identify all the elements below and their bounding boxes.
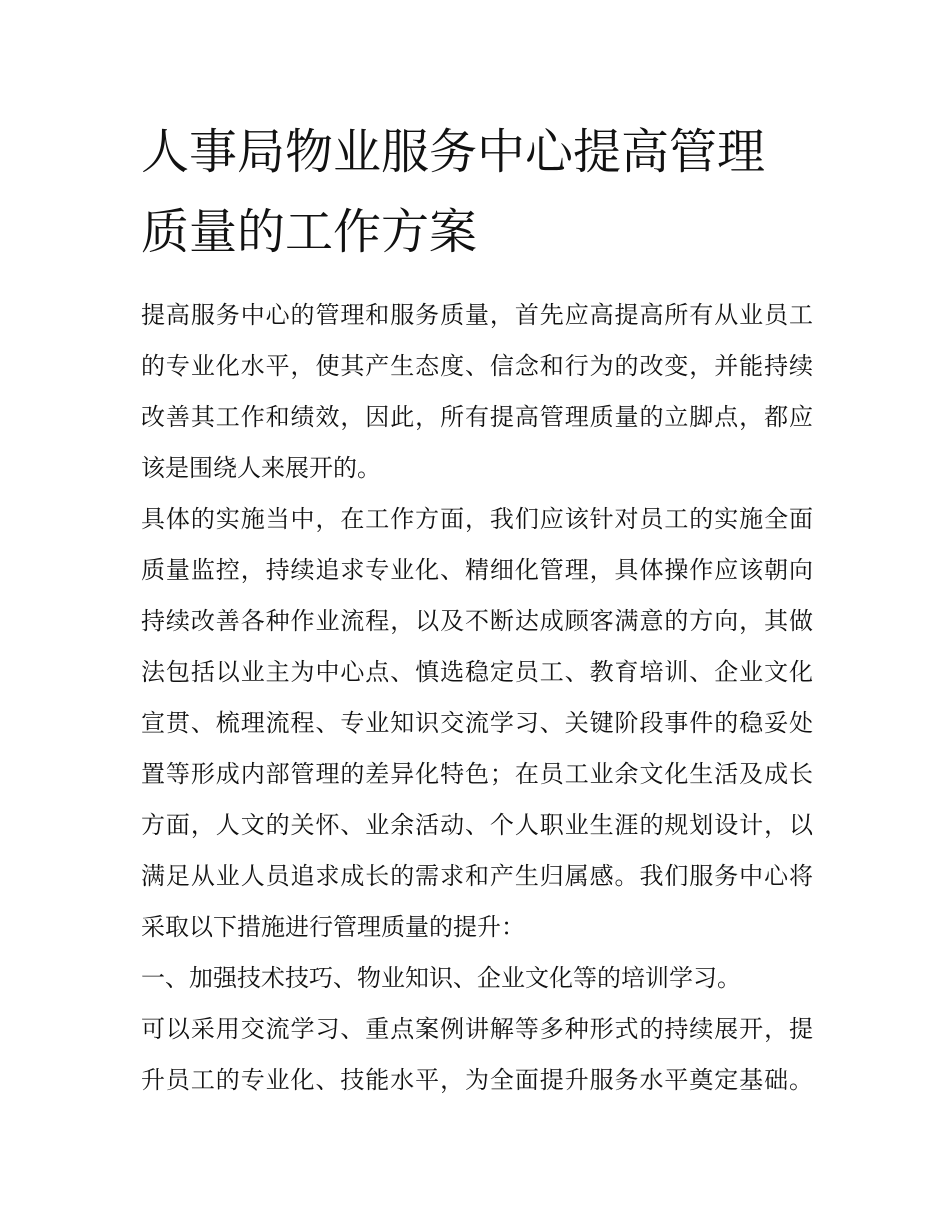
paragraph-line: 置等形成内部管理的差异化特色；在员工业余文化生活及成长 [141, 760, 813, 788]
paragraph-line: 宣贯、梳理流程、专业知识交流学习、关键阶段事件的稳妥处 [141, 709, 813, 737]
paragraph-line: 方面，人文的关怀、业余活动、个人职业生涯的规划设计，以 [141, 811, 813, 839]
title-line-1: 人事局物业服务中心提高管理 [141, 124, 766, 180]
paragraph-line: 采取以下措施进行管理质量的提升： [141, 913, 525, 941]
paragraph-implementation [141, 494, 813, 953]
paragraph-line: 持续改善各种作业流程，以及不断达成顾客满意的方向，其做 [141, 607, 813, 635]
document-title [141, 112, 813, 272]
paragraph-line: 法包括以业主为中心点、慎选稳定员工、教育培训、企业文化 [141, 658, 813, 686]
paragraph-intro [141, 290, 813, 494]
paragraph-training [141, 1004, 813, 1106]
paragraph-line: 具体的实施当中，在工作方面，我们应该针对员工的实施全面 [141, 505, 813, 533]
paragraph-line: 该是围绕人来展开的。 [141, 454, 381, 482]
document-page [141, 112, 813, 1106]
title-line-2: 质量的工作方案 [141, 204, 478, 260]
paragraph-line: 质量监控，持续追求专业化、精细化管理，具体操作应该朝向 [141, 556, 813, 584]
paragraph-line: 改善其工作和绩效，因此，所有提高管理质量的立脚点，都应 [141, 403, 813, 431]
paragraph-line: 的专业化水平，使其产生态度、信念和行为的改变，并能持续 [141, 352, 813, 380]
paragraph-line: 升员工的专业化、技能水平，为全面提升服务水平奠定基础。 [141, 1066, 813, 1094]
section-heading-1 [141, 953, 813, 1004]
paragraph-line: 满足从业人员追求成长的需求和产生归属感。我们服务中心将 [141, 862, 813, 890]
paragraph-line: 提高服务中心的管理和服务质量，首先应高提高所有从业员工 [141, 301, 813, 329]
paragraph-line: 可以采用交流学习、重点案例讲解等多种形式的持续展开，提 [141, 1015, 813, 1043]
paragraph-line: 一、加强技术技巧、物业知识、企业文化等的培训学习。 [141, 964, 741, 992]
document-body [141, 290, 813, 1106]
